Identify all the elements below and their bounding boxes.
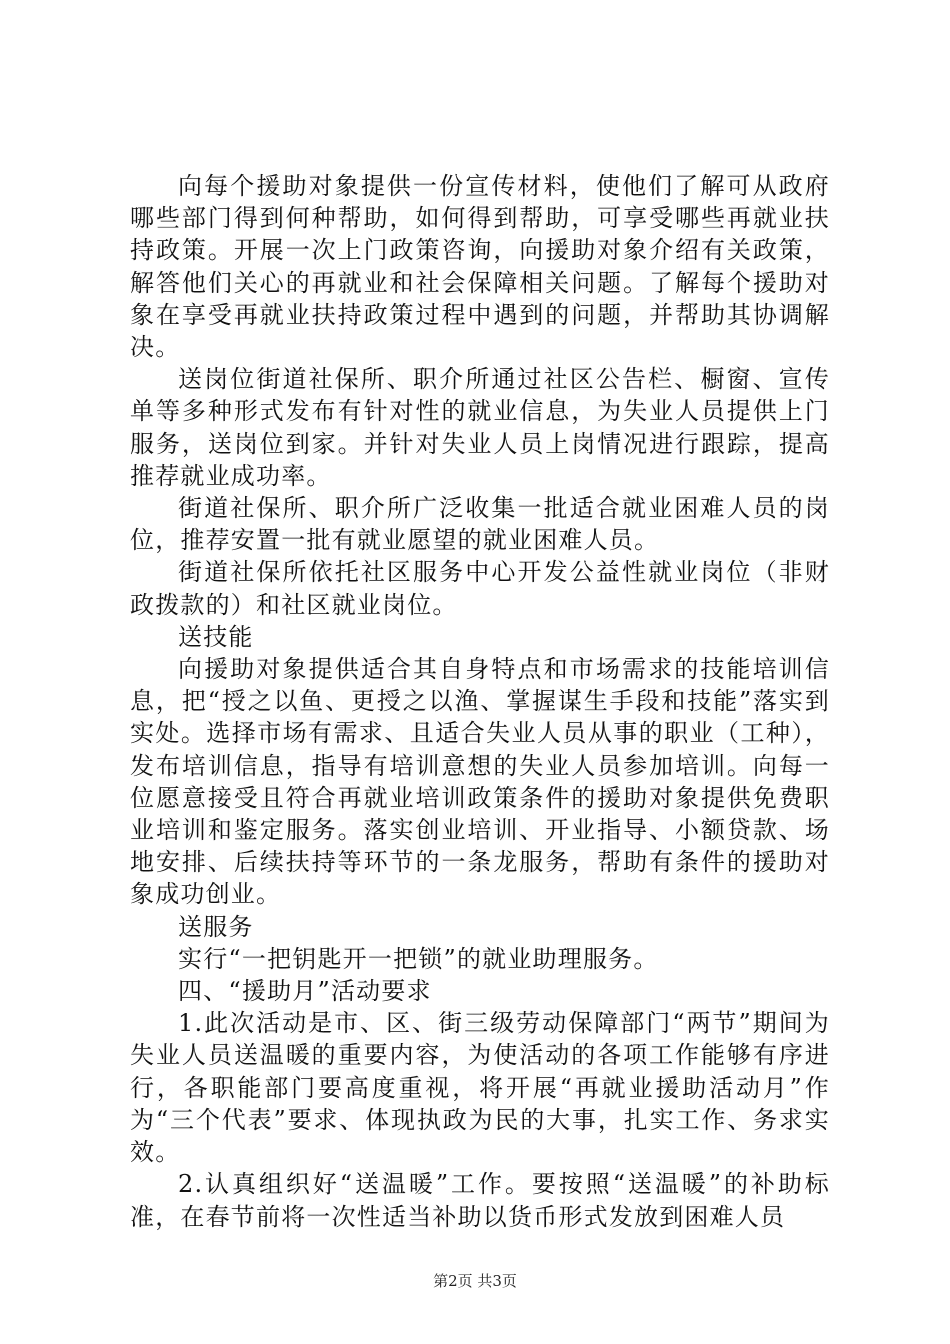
paragraph-requirement-1: 1.此次活动是市、区、街三级劳动保障部门“两节”期间为失业人员送温暖的重要内容，为使活动的各项工作能够有序进行，各职能部门要高度重视，将开展“再就业援助活动月”作为“三个代表”要求、体现执政为民的大事，扎实工作、务求实效。	[130, 1009, 830, 1167]
page-number-label: 第2页 共3页	[433, 1272, 517, 1290]
paragraph-collect-jobs: 街道社保所、职介所广泛收集一批适合就业困难人员的岗位，推荐安置一批有就业愿望的就业困难人员。	[130, 494, 830, 555]
heading-deliver-skills: 送技能	[178, 622, 254, 651]
paragraph-promo-materials: 向每个援助对象提供一份宣传材料，使他们了解可从政府哪些部门得到何种帮助，如何得到帮助，可享受哪些再就业扶持政策。开展一次上门政策咨询，向援助对象介绍有关政策，解答他们关心的再就业和社会保障相关问题。了解每个援助对象在享受再就业扶持政策过程中遇到的问题，并帮助其协调解决。	[130, 172, 830, 362]
paragraph-skills-training: 向援助对象提供适合其自身特点和市场需求的技能培训信息，把“授之以鱼、更授之以渔、掌握谋生手段和技能”落实到实处。选择市场有需求、且适合失业人员从事的职业（工种），发布培训信息，指导有培训意想的失业人员参加培训。向每一位愿意接受且符合再就业培训政策条件的援助对象提供免费职业培训和鉴定服务。落实创业培训、开业指导、小额贷款、场地安排、后续扶持等环节的一条龙服务，帮助有条件的援助对象成功创业。	[130, 655, 830, 909]
section-heading-requirements: 四、“援助月”活动要求	[178, 977, 432, 1006]
paragraph-public-jobs: 街道社保所依托社区服务中心开发公益性就业岗位（非财政拨款的）和社区就业岗位。	[130, 558, 830, 619]
page-footer	[0, 1270, 950, 1291]
heading-deliver-services: 送服务	[178, 912, 254, 941]
paragraph-assistant-service: 实行“一把钥匙开一把锁”的就业助理服务。	[178, 944, 659, 973]
paragraph-deliver-jobs: 送岗位街道社保所、职介所通过社区公告栏、橱窗、宣传单等多种形式发布有针对性的就业信息，为失业人员提供上门服务，送岗位到家。并针对失业人员上岗情况进行跟踪，提高推荐就业成功率。	[130, 365, 830, 490]
document-body	[130, 170, 830, 1233]
paragraph-requirement-2: 2.认真组织好“送温暖”工作。要按照“送温暖”的补助标准，在春节前将一次性适当补助以货币形式发放到困难人员	[130, 1170, 830, 1231]
